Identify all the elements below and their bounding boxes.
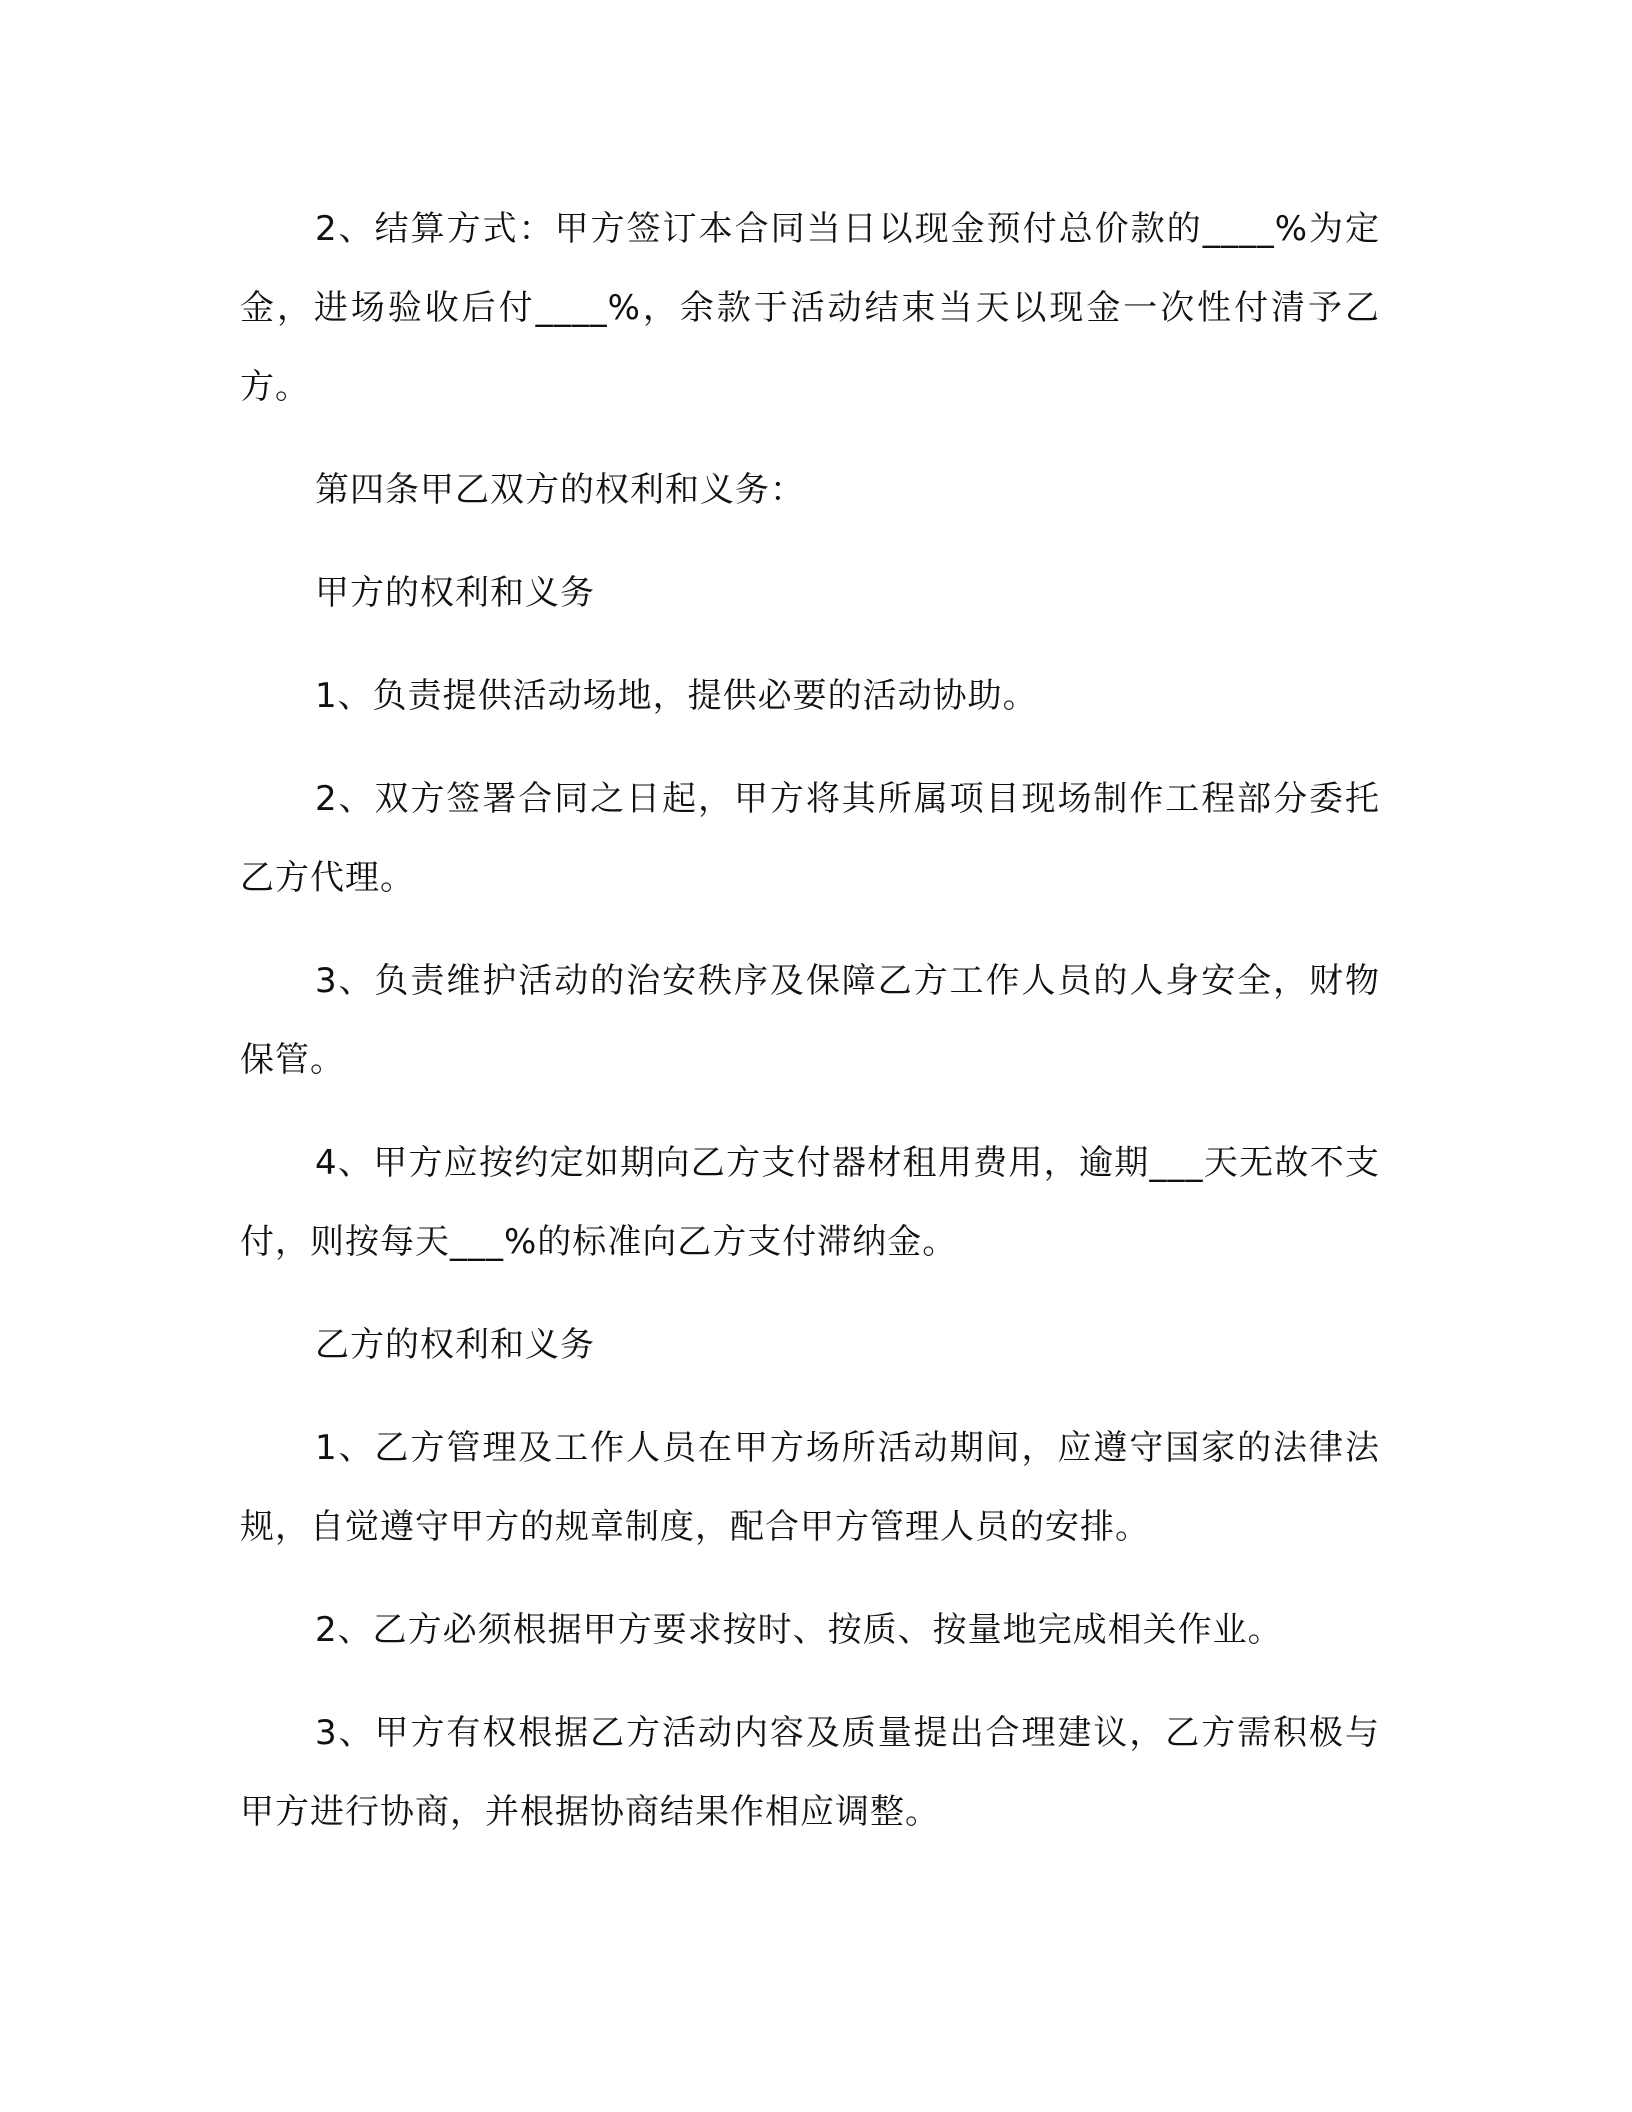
paragraph-party-a-item-3: 3、负责维护活动的治安秩序及保障乙方工作人员的人身安全，财物保管。: [240, 961, 1380, 1080]
paragraph-party-b-heading: 乙方的权利和义务: [315, 1325, 595, 1365]
paragraph-party-b-item-3: 3、甲方有权根据乙方活动内容及质量提出合理建议，乙方需积极与甲方进行协商，并根据协商结果作相应调整。: [240, 1713, 1380, 1832]
paragraph-party-a-item-4: 4、甲方应按约定如期向乙方支付器材租用费用，逾期___天无故不支付，则按每天___%的标准向乙方支付滞纳金。: [240, 1143, 1380, 1262]
document-body: [240, 190, 1380, 1876]
paragraph-party-a-heading: 甲方的权利和义务: [315, 573, 595, 613]
paragraph-article-four-heading: 第四条甲乙双方的权利和义务：: [315, 470, 805, 510]
paragraph-party-a-item-2: 2、双方签署合同之日起，甲方将其所属项目现场制作工程部分委托乙方代理。: [240, 779, 1380, 898]
paragraph-party-b-item-2: 2、乙方必须根据甲方要求按时、按质、按量地完成相关作业。: [315, 1610, 1283, 1650]
paragraph-party-a-item-1: 1、负责提供活动场地，提供必要的活动协助。: [315, 676, 1038, 716]
paragraph-party-b-item-1: 1、乙方管理及工作人员在甲方场所活动期间，应遵守国家的法律法规，自觉遵守甲方的规章制度，配合甲方管理人员的安排。: [240, 1428, 1380, 1547]
paragraph-settlement-method: 2、结算方式：甲方签订本合同当日以现金预付总价款的____%为定金，进场验收后付____%，余款于活动结束当天以现金一次性付清予乙方。: [240, 209, 1380, 407]
